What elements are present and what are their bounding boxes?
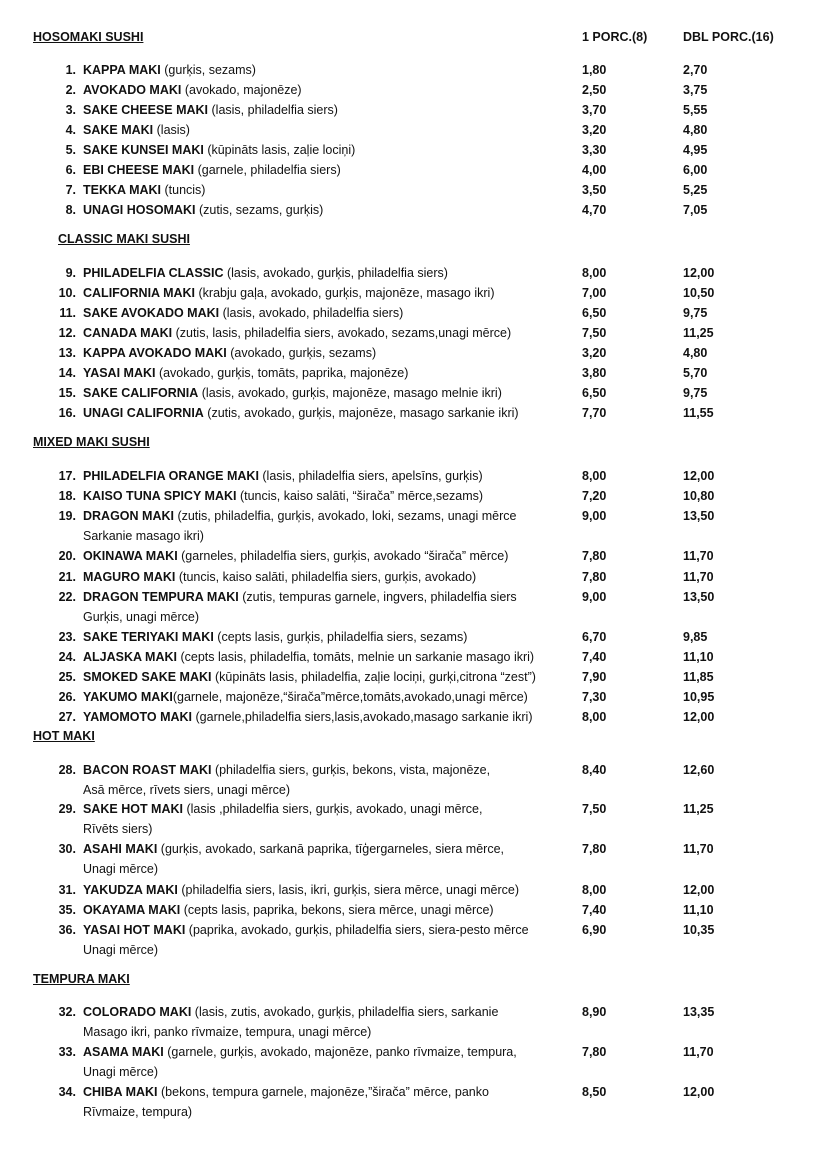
item-ingredients-continued: Unagi mērce) (83, 943, 159, 957)
item-number: 2. (65, 83, 76, 97)
item-description (83, 80, 578, 100)
price-header-double: DBL PORC.(16) (683, 30, 774, 44)
price-double: 12,00 (683, 1085, 715, 1099)
item-ingredients: (avokado, majonēze) (181, 83, 302, 97)
item-ingredients: (philadelfia siers, gurķis, bekons, vista, majonēze, (211, 763, 491, 777)
item-ingredients: (kūpināts lasis, philadelfia, zaļie lociņi, gurķi,citrona “zest”) (211, 670, 536, 684)
price-header-single: 1 PORC.(8) (582, 30, 648, 44)
price-double: 12,00 (683, 266, 715, 280)
item-number: 21. (58, 570, 76, 584)
price-double: 12,00 (683, 883, 715, 897)
item-number: 12. (58, 326, 76, 340)
price-double: 10,50 (683, 286, 715, 300)
price-double: 9,75 (683, 386, 708, 400)
price-single: 8,00 (582, 710, 607, 724)
item-ingredients: (garnele,philadelfia siers,lasis,avokado,masago sarkanie ikri) (192, 710, 533, 724)
item-number: 9. (65, 266, 76, 280)
item-name: KAPPA AVOKADO MAKI (83, 346, 227, 360)
item-name: SAKE CALIFORNIA (83, 386, 199, 400)
item-description (83, 403, 578, 423)
price-double: 11,25 (683, 326, 714, 340)
price-double: 6,00 (683, 163, 708, 177)
item-number: 22. (58, 590, 76, 604)
item-ingredients: (lasis, avokado, philadelfia siers) (219, 306, 404, 320)
item-name: DRAGON MAKI (83, 509, 174, 523)
item-name: ASAMA MAKI (83, 1045, 164, 1059)
item-ingredients: (zutis, tempuras garnele, ingvers, philadelfia siers (238, 590, 517, 604)
item-number: 26. (58, 690, 76, 704)
item-description (83, 687, 578, 707)
price-single: 7,40 (582, 903, 607, 917)
price-double: 13,35 (683, 1005, 715, 1019)
item-name: SAKE CHEESE MAKI (83, 103, 209, 117)
item-name: CHIBA MAKI (83, 1085, 158, 1099)
item-description (83, 546, 578, 566)
price-double: 13,50 (683, 590, 715, 604)
item-number: 34. (58, 1085, 76, 1099)
price-double: 4,95 (683, 143, 708, 157)
item-name: YASAI MAKI (83, 366, 156, 380)
item-name: KAISO TUNA SPICY MAKI (83, 489, 237, 503)
item-name: PHILADELFIA ORANGE MAKI (83, 469, 259, 483)
item-ingredients: (cepts lasis, philadelfia, tomāts, melnie un sarkanie masago ikri) (176, 650, 535, 664)
price-single: 3,50 (582, 183, 607, 197)
item-number: 17. (58, 469, 76, 483)
item-name: SAKE HOT MAKI (83, 802, 183, 816)
item-description (83, 839, 578, 879)
item-ingredients: (gurķis, avokado, sarkanā paprika, tīģergarneles, siera mērce, (157, 842, 505, 856)
item-ingredients: (lasis, avokado, gurķis, majonēze, masago melnie ikri) (198, 386, 502, 400)
item-number: 1. (65, 63, 76, 77)
item-description (83, 303, 578, 323)
price-double: 13,50 (683, 509, 715, 523)
price-double: 10,95 (683, 690, 715, 704)
price-double: 11,25 (683, 802, 714, 816)
item-number: 4. (65, 123, 76, 137)
item-name: ASAHI MAKI (83, 842, 158, 856)
item-name: BACON ROAST MAKI (83, 763, 212, 777)
item-ingredients: (garneles, philadelfia siers, gurķis, avokado “širača” mērce) (177, 549, 509, 563)
item-number: 28. (58, 763, 76, 777)
item-description (83, 920, 578, 960)
price-single: 3,70 (582, 103, 607, 117)
price-single: 2,50 (582, 83, 607, 97)
item-description (83, 627, 578, 647)
item-description (83, 180, 578, 200)
item-ingredients: (kūpināts lasis, zaļie lociņi) (203, 143, 356, 157)
price-single: 3,20 (582, 123, 607, 137)
item-ingredients: (zutis, avokado, gurķis, majonēze, masago sarkanie ikri) (203, 406, 519, 420)
item-number: 35. (58, 903, 76, 917)
price-double: 10,35 (683, 923, 715, 937)
price-double: 11,10 (683, 903, 714, 917)
section-title: MIXED MAKI SUSHI (33, 435, 150, 449)
item-description (83, 506, 578, 546)
item-number: 10. (58, 286, 76, 300)
item-description (83, 200, 578, 220)
item-name: MAGURO MAKI (83, 570, 176, 584)
price-single: 8,00 (582, 469, 607, 483)
item-name: YASAI HOT MAKI (83, 923, 186, 937)
item-number: 20. (58, 549, 76, 563)
item-ingredients: (philadelfia siers, lasis, ikri, gurķis, siera mērce, unagi mērce) (177, 883, 520, 897)
item-number: 30. (58, 842, 76, 856)
item-ingredients-continued: Gurķis, unagi mērce) (83, 610, 200, 624)
price-single: 7,50 (582, 326, 607, 340)
section-title: CLASSIC MAKI SUSHI (58, 232, 190, 246)
item-description (83, 667, 578, 687)
item-name: CALIFORNIA MAKI (83, 286, 196, 300)
price-single: 3,80 (582, 366, 607, 380)
price-double: 7,05 (683, 203, 708, 217)
item-name: SMOKED SAKE MAKI (83, 670, 212, 684)
price-single: 4,00 (582, 163, 607, 177)
item-description (83, 283, 578, 303)
item-number: 5. (65, 143, 76, 157)
item-description (83, 160, 578, 180)
item-description (83, 647, 578, 667)
item-name: EBI CHEESE MAKI (83, 163, 195, 177)
item-ingredients: (lasis, avokado, gurķis, philadelfia siers) (223, 266, 448, 280)
item-ingredients-continued: Sarkanie masago ikri) (83, 529, 204, 543)
item-number: 15. (58, 386, 76, 400)
item-ingredients: (lasis ,philadelfia siers, gurķis, avokado, unagi mērce, (183, 802, 483, 816)
price-double: 5,25 (683, 183, 708, 197)
item-description (83, 363, 578, 383)
item-description (83, 486, 578, 506)
item-description (83, 343, 578, 363)
item-ingredients: (zutis, sezams, gurķis) (195, 203, 324, 217)
price-single: 9,00 (582, 590, 607, 604)
item-description (83, 466, 578, 486)
item-name: SAKE AVOKADO MAKI (83, 306, 220, 320)
price-single: 4,70 (582, 203, 607, 217)
item-number: 36. (58, 923, 76, 937)
item-number: 6. (65, 163, 76, 177)
item-ingredients: (lasis, philadelfia siers) (208, 103, 338, 117)
item-description (83, 587, 578, 627)
item-ingredients: (tuncis, kaiso salāti, philadelfia siers, gurķis, avokado) (175, 570, 477, 584)
item-description (83, 1002, 578, 1042)
item-ingredients: (lasis) (153, 123, 190, 137)
item-ingredients: (avokado, gurķis, sezams) (226, 346, 377, 360)
item-number: 14. (58, 366, 76, 380)
item-name: YAKUMO MAKI (83, 690, 173, 704)
item-number: 16. (58, 406, 76, 420)
item-description (83, 799, 578, 839)
item-name: OKAYAMA MAKI (83, 903, 181, 917)
item-description (83, 140, 578, 160)
item-ingredients: (lasis, zutis, avokado, gurķis, philadelfia siers, sarkanie (191, 1005, 499, 1019)
item-ingredients-continued: Asā mērce, rīvets siers, unagi mērce) (83, 783, 291, 797)
item-number: 11. (59, 306, 76, 320)
item-number: 29. (58, 802, 76, 816)
item-description (83, 1042, 578, 1082)
item-ingredients: (garnele, philadelfia siers) (194, 163, 341, 177)
price-double: 11,70 (683, 842, 714, 856)
price-double: 11,85 (683, 670, 714, 684)
price-single: 6,70 (582, 630, 607, 644)
item-ingredients: (bekons, tempura garnele, majonēze,”širača” mērce, panko (157, 1085, 489, 1099)
price-single: 3,20 (582, 346, 607, 360)
price-double: 4,80 (683, 346, 708, 360)
item-ingredients: (garnele, gurķis, avokado, majonēze, panko rīvmaize, tempura, (163, 1045, 517, 1059)
item-number: 8. (65, 203, 76, 217)
price-single: 3,30 (582, 143, 607, 157)
item-ingredients: (tuncis, kaiso salāti, “širača” mērce,sezams) (236, 489, 484, 503)
item-ingredients-continued: Rīvēts siers) (83, 822, 153, 836)
price-single: 1,80 (582, 63, 607, 77)
price-single: 7,90 (582, 670, 607, 684)
item-name: SAKE MAKI (83, 123, 154, 137)
price-single: 8,90 (582, 1005, 607, 1019)
price-single: 8,40 (582, 763, 607, 777)
item-ingredients: (zutis, philadelfia, gurķis, avokado, loki, sezams, unagi mērce (173, 509, 517, 523)
item-description (83, 760, 578, 800)
item-description (83, 383, 578, 403)
item-ingredients-continued: Masago ikri, panko rīvmaize, tempura, unagi mērce) (83, 1025, 372, 1039)
section-title: HOT MAKI (33, 729, 95, 743)
price-single: 6,50 (582, 386, 607, 400)
price-double: 11,70 (683, 1045, 714, 1059)
price-double: 12,60 (683, 763, 715, 777)
item-number: 31. (58, 883, 76, 897)
item-number: 33. (58, 1045, 76, 1059)
price-single: 8,50 (582, 1085, 607, 1099)
item-description (83, 900, 578, 920)
item-number: 25. (58, 670, 76, 684)
price-double: 11,70 (683, 549, 714, 563)
item-description (83, 880, 578, 900)
price-single: 7,80 (582, 570, 607, 584)
price-single: 7,20 (582, 489, 607, 503)
price-double: 2,70 (683, 63, 708, 77)
price-double: 11,55 (683, 406, 714, 420)
price-single: 7,40 (582, 650, 607, 664)
item-name: DRAGON TEMPURA MAKI (83, 590, 239, 604)
price-single: 6,50 (582, 306, 607, 320)
item-name: TEKKA MAKI (83, 183, 162, 197)
item-description (83, 323, 578, 343)
price-double: 11,10 (683, 650, 714, 664)
item-name: OKINAWA MAKI (83, 549, 178, 563)
price-double: 3,75 (683, 83, 708, 97)
section-title: TEMPURA MAKI (33, 972, 130, 986)
price-single: 8,00 (582, 266, 607, 280)
price-double: 12,00 (683, 710, 715, 724)
price-double: 12,00 (683, 469, 715, 483)
item-ingredients: (garnele, majonēze,“širača”mērce,tomāts,avokado,unagi mērce) (172, 690, 528, 704)
price-single: 7,70 (582, 406, 607, 420)
item-description (83, 1082, 578, 1122)
item-description (83, 707, 578, 727)
item-name: CANADA MAKI (83, 326, 173, 340)
item-name: SAKE KUNSEI MAKI (83, 143, 204, 157)
item-name: PHILADELFIA CLASSIC (83, 266, 224, 280)
item-description (83, 100, 578, 120)
price-single: 7,50 (582, 802, 607, 816)
item-ingredients: (zutis, lasis, philadelfia siers, avokado, sezams,unagi mērce) (172, 326, 512, 340)
item-number: 24. (58, 650, 76, 664)
item-name: YAMOMOTO MAKI (83, 710, 193, 724)
item-number: 27. (58, 710, 76, 724)
item-description (83, 60, 578, 80)
price-single: 7,80 (582, 549, 607, 563)
item-ingredients: (gurķis, sezams) (160, 63, 256, 77)
item-name: KAPPA MAKI (83, 63, 161, 77)
price-single: 7,80 (582, 842, 607, 856)
item-name: COLORADO MAKI (83, 1005, 192, 1019)
item-description (83, 263, 578, 283)
item-name: SAKE TERIYAKI MAKI (83, 630, 214, 644)
item-ingredients: (tuncis) (161, 183, 206, 197)
item-number: 19. (58, 509, 76, 523)
item-number: 7. (65, 183, 76, 197)
item-ingredients: (cepts lasis, gurķis, philadelfia siers, sezams) (213, 630, 468, 644)
price-double: 5,70 (683, 366, 708, 380)
item-ingredients: (lasis, philadelfia siers, apelsīns, gurķis) (258, 469, 483, 483)
price-double: 5,55 (683, 103, 708, 117)
price-double: 11,70 (683, 570, 714, 584)
price-single: 7,80 (582, 1045, 607, 1059)
item-number: 32. (58, 1005, 76, 1019)
section-title-hosomaki: HOSOMAKI SUSHI (33, 30, 144, 44)
item-number: 3. (65, 103, 76, 117)
item-ingredients: (paprika, avokado, gurķis, philadelfia siers, siera-pesto mērce (185, 923, 529, 937)
item-description (83, 567, 578, 587)
price-double: 4,80 (683, 123, 708, 137)
item-ingredients: (cepts lasis, paprika, bekons, siera mērce, unagi mērce) (180, 903, 494, 917)
price-single: 7,30 (582, 690, 607, 704)
item-ingredients-continued: Rīvmaize, tempura) (83, 1105, 193, 1119)
header-row (0, 30, 826, 48)
item-ingredients: (krabju gaļa, avokado, gurķis, majonēze, masago ikri) (195, 286, 495, 300)
item-name: UNAGI CALIFORNIA (83, 406, 204, 420)
item-number: 13. (58, 346, 76, 360)
item-name: ALJASKA MAKI (83, 650, 177, 664)
item-name: YAKUDZA MAKI (83, 883, 178, 897)
item-number: 18. (58, 489, 76, 503)
price-single: 7,00 (582, 286, 607, 300)
item-ingredients-continued: Unagi mērce) (83, 862, 159, 876)
price-single: 9,00 (582, 509, 607, 523)
price-single: 6,90 (582, 923, 607, 937)
price-single: 8,00 (582, 883, 607, 897)
price-double: 9,75 (683, 306, 708, 320)
item-name: AVOKADO MAKI (83, 83, 182, 97)
price-double: 10,80 (683, 489, 715, 503)
price-double: 9,85 (683, 630, 708, 644)
item-name: UNAGI HOSOMAKI (83, 203, 196, 217)
item-ingredients-continued: Unagi mērce) (83, 1065, 159, 1079)
item-ingredients: (avokado, gurķis, tomāts, paprika, majonēze) (155, 366, 409, 380)
item-number: 23. (58, 630, 76, 644)
item-description (83, 120, 578, 140)
